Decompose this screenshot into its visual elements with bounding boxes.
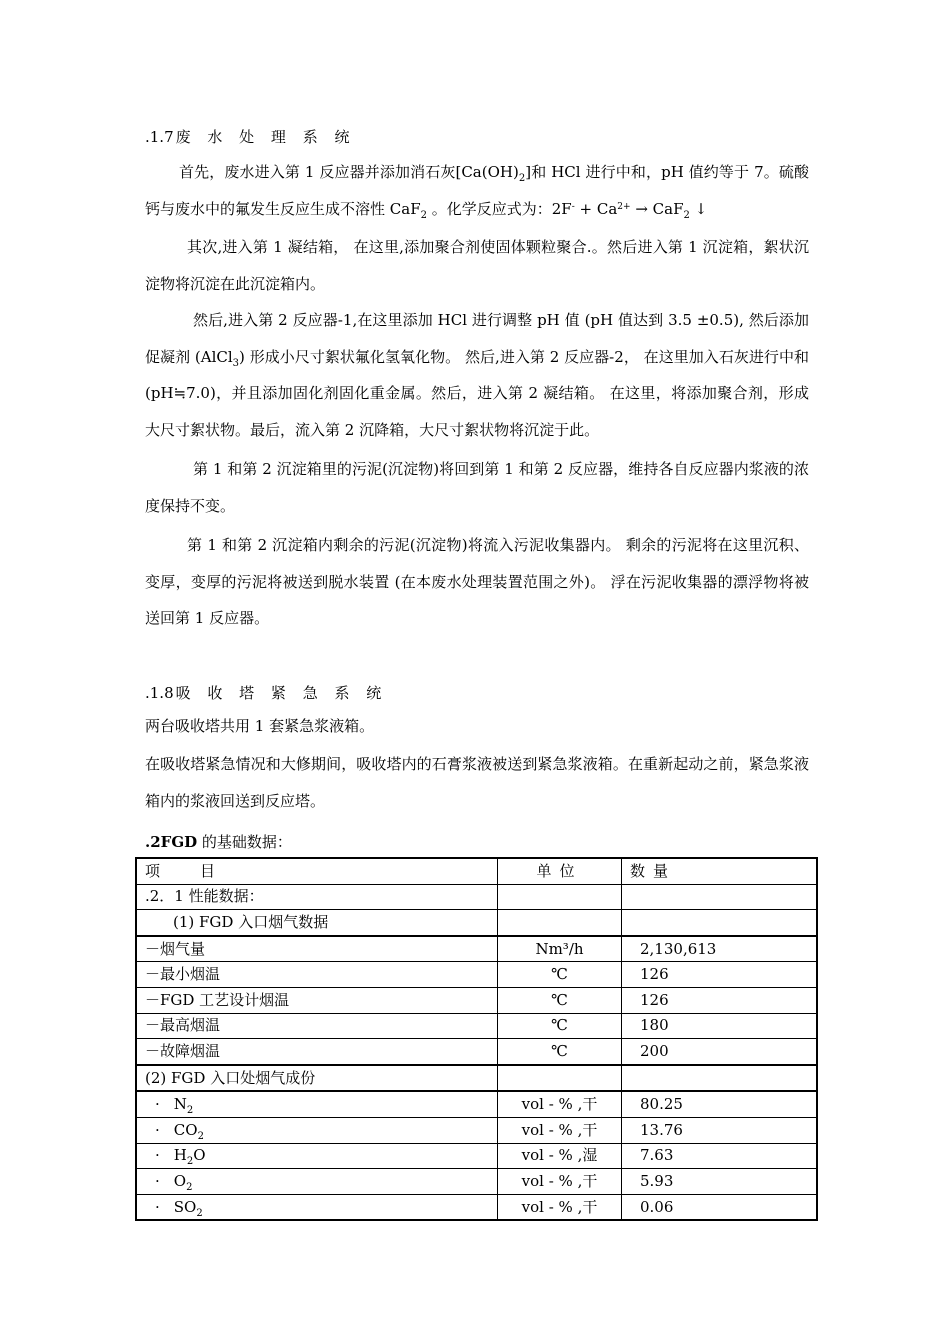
table-cell <box>498 884 622 910</box>
item-cell: －FGD 工艺设计烟温 <box>136 987 498 1013</box>
table-cell <box>498 1065 622 1092</box>
table-row <box>136 910 817 936</box>
table-cell <box>498 910 622 936</box>
formula-base: N <box>173 1095 187 1114</box>
unit-cell: vol - % ,湿 <box>498 1143 622 1169</box>
header-item <box>136 858 498 884</box>
paragraph-1 <box>145 154 809 227</box>
paragraph-2 <box>145 229 809 302</box>
paragraph-5 <box>145 527 809 637</box>
table-cell <box>622 1065 818 1092</box>
header-item-a: 项 <box>145 861 161 880</box>
superscript: 2+ <box>617 201 631 212</box>
table-row <box>136 1143 817 1169</box>
formula-base: SO <box>173 1197 197 1216</box>
section-number: .1.7 <box>145 128 174 146</box>
composition-rows <box>136 1091 817 1220</box>
paragraph-text: 在吸收塔紧急情况和大修期间，吸收塔内的石膏浆液被送到紧急浆液箱。在重新起动之前，紧急浆液箱内的浆液回送到反应塔。 <box>145 755 809 810</box>
value-cell: 126 <box>622 987 818 1013</box>
unit-cell: ℃ <box>498 1013 622 1039</box>
bullet: · <box>155 1197 160 1216</box>
unit-cell: Nm³/h <box>498 936 622 962</box>
paragraph-1-8-b <box>145 746 809 819</box>
paragraph-text: 其次,进入第 1 凝结箱， 在这里,添加聚合剂使固体颗粒聚合.。然后进入第 1 沉淀箱，絮状沉淀物将沉淀在此沉淀箱内。 <box>145 238 809 293</box>
subscript: 2 <box>683 209 690 221</box>
bullet: · <box>155 1171 160 1190</box>
section-number: .2 <box>145 833 161 851</box>
paragraph-1-8-a <box>145 708 809 745</box>
subscript: 2 <box>420 209 427 221</box>
fgd-data-table <box>135 857 818 1221</box>
component-cell <box>136 1117 498 1143</box>
item-cell: －烟气量 <box>136 936 498 962</box>
value-cell: 200 <box>622 1039 818 1065</box>
text-run: ↓ <box>689 199 708 218</box>
section-title: 废 水 处 理 系 统 <box>175 128 356 146</box>
component-cell <box>136 1091 498 1117</box>
bullet: · <box>155 1120 160 1139</box>
header-value-text: 数量 <box>630 861 677 880</box>
value-cell: 0.06 <box>622 1194 818 1220</box>
component-cell <box>136 1143 498 1169</box>
perf-title: .2．1 性能数据： <box>136 884 498 910</box>
subscript: 2 <box>518 173 526 184</box>
unit-cell: vol - % ,干 <box>498 1117 622 1143</box>
text-run: ]和 HCl 进行中和，pH 值约等于 7。硫酸钙与废水中的氟发生反应生成不溶性 CaF <box>145 163 809 218</box>
formula-subscript: 2 <box>196 1207 203 1219</box>
table-cell <box>622 884 818 910</box>
table-header-row <box>136 858 817 884</box>
header-value <box>622 858 818 884</box>
group-title: (2) FGD 入口处烟气成份 <box>136 1065 498 1092</box>
table-row <box>136 987 817 1013</box>
paragraph-text: 第 1 和第 2 沉淀箱里的污泥(沉淀物)将回到第 1 和第 2 反应器，维持各自反应器内浆液的浓度保持不变。 <box>145 460 809 515</box>
paragraph-text: 第 1 和第 2 沉淀箱内剩余的污泥(沉淀物)将流入污泥收集器内。 剩余的污泥将在这里沉积、变厚，变厚的污泥将被送到脱水装置 (在本废水处理装置范围之外)。 浮在污泥收集器的漂浮物将被送回第 1 反应器。 <box>145 536 809 627</box>
unit-cell: ℃ <box>498 962 622 988</box>
table-row <box>136 1169 817 1195</box>
component-cell <box>136 1169 498 1195</box>
section-heading-2 <box>145 831 292 852</box>
flue-gas-rows <box>136 936 817 1065</box>
section-title-rest: 的基础数据： <box>197 833 292 851</box>
table-row <box>136 1013 817 1039</box>
paragraph-text: 两台吸收塔共用 1 套紧急浆液箱。 <box>145 717 375 735</box>
text-run: 然后,进入第 2 反应器-1,在这里添加 HCl 进行调整 pH 值 (pH 值达到 3.5 ±0.5), 然后添加促凝剂 (AlCl <box>145 311 809 366</box>
text-run: ) 形成小尺寸絮状氟化氢氧化物。 然后,进入第 2 反应器-2， 在这里加入石灰进行中和(pH≒7.0)，并且添加固化剂固化重金属。然后，进入第 2 凝结箱。 在这里，将添加聚合剂，形成大尺寸絮状物。最后，流入第 2 沉降箱，大尺寸絮状物将沉淀于此。 <box>145 347 810 439</box>
value-cell: 13.76 <box>622 1117 818 1143</box>
value-cell: 80.25 <box>622 1091 818 1117</box>
table-row <box>136 1091 817 1117</box>
header-item-b: 目 <box>200 861 216 880</box>
table-row <box>136 936 817 962</box>
item-cell: －最高烟温 <box>136 1013 498 1039</box>
paragraph-4 <box>145 451 809 524</box>
unit-cell: ℃ <box>498 987 622 1013</box>
table-row <box>136 962 817 988</box>
superscript: - <box>571 201 575 212</box>
header-unit-text: 单位 <box>536 861 583 880</box>
text-run: 首先，废水进入第 1 反应器并添加消石灰[Ca(OH) <box>179 163 519 181</box>
value-cell: 2,130,613 <box>622 936 818 962</box>
table-row <box>136 1065 817 1092</box>
unit-cell: vol - % ,干 <box>498 1091 622 1117</box>
formula-subscript: 2 <box>197 1130 204 1142</box>
header-unit <box>498 858 622 884</box>
formula-subscript: 2 <box>186 1105 194 1117</box>
unit-cell: vol - % ,干 <box>498 1194 622 1220</box>
text-run: + Ca <box>574 199 618 218</box>
table-cell <box>622 910 818 936</box>
component-cell <box>136 1194 498 1220</box>
bullet: · <box>155 1146 160 1165</box>
value-cell: 126 <box>622 962 818 988</box>
table-row <box>136 1194 817 1220</box>
table-row <box>136 1039 817 1065</box>
section-title-bold: FGD <box>160 833 198 851</box>
formula-tail: O <box>193 1146 206 1165</box>
subscript: 3 <box>232 357 240 369</box>
formula-base: O <box>173 1171 187 1190</box>
paragraph-3 <box>145 302 809 448</box>
section-heading-1-8 <box>145 682 387 703</box>
table-row <box>136 1117 817 1143</box>
bullet: · <box>155 1095 160 1114</box>
section-heading-1-7 <box>145 126 355 147</box>
formula-base: CO <box>173 1120 198 1139</box>
section-title: 吸 收 塔 紧 急 系 统 <box>175 684 388 702</box>
text-run: → CaF <box>630 199 684 218</box>
item-cell: －故障烟温 <box>136 1039 498 1065</box>
value-cell: 180 <box>622 1013 818 1039</box>
formula-base: H <box>173 1146 187 1165</box>
formula-subscript: 2 <box>186 1156 194 1168</box>
item-cell: －最小烟温 <box>136 962 498 988</box>
section-number: .1.8 <box>145 684 174 702</box>
group-title: (1) FGD 入口烟气数据 <box>136 910 498 936</box>
value-cell: 7.63 <box>622 1143 818 1169</box>
unit-cell: vol - % ,干 <box>498 1169 622 1195</box>
value-cell: 5.93 <box>622 1169 818 1195</box>
unit-cell: ℃ <box>498 1039 622 1065</box>
text-run: 。化学反应式为：2F <box>426 199 572 218</box>
table-row <box>136 884 817 910</box>
formula-subscript: 2 <box>186 1181 193 1193</box>
